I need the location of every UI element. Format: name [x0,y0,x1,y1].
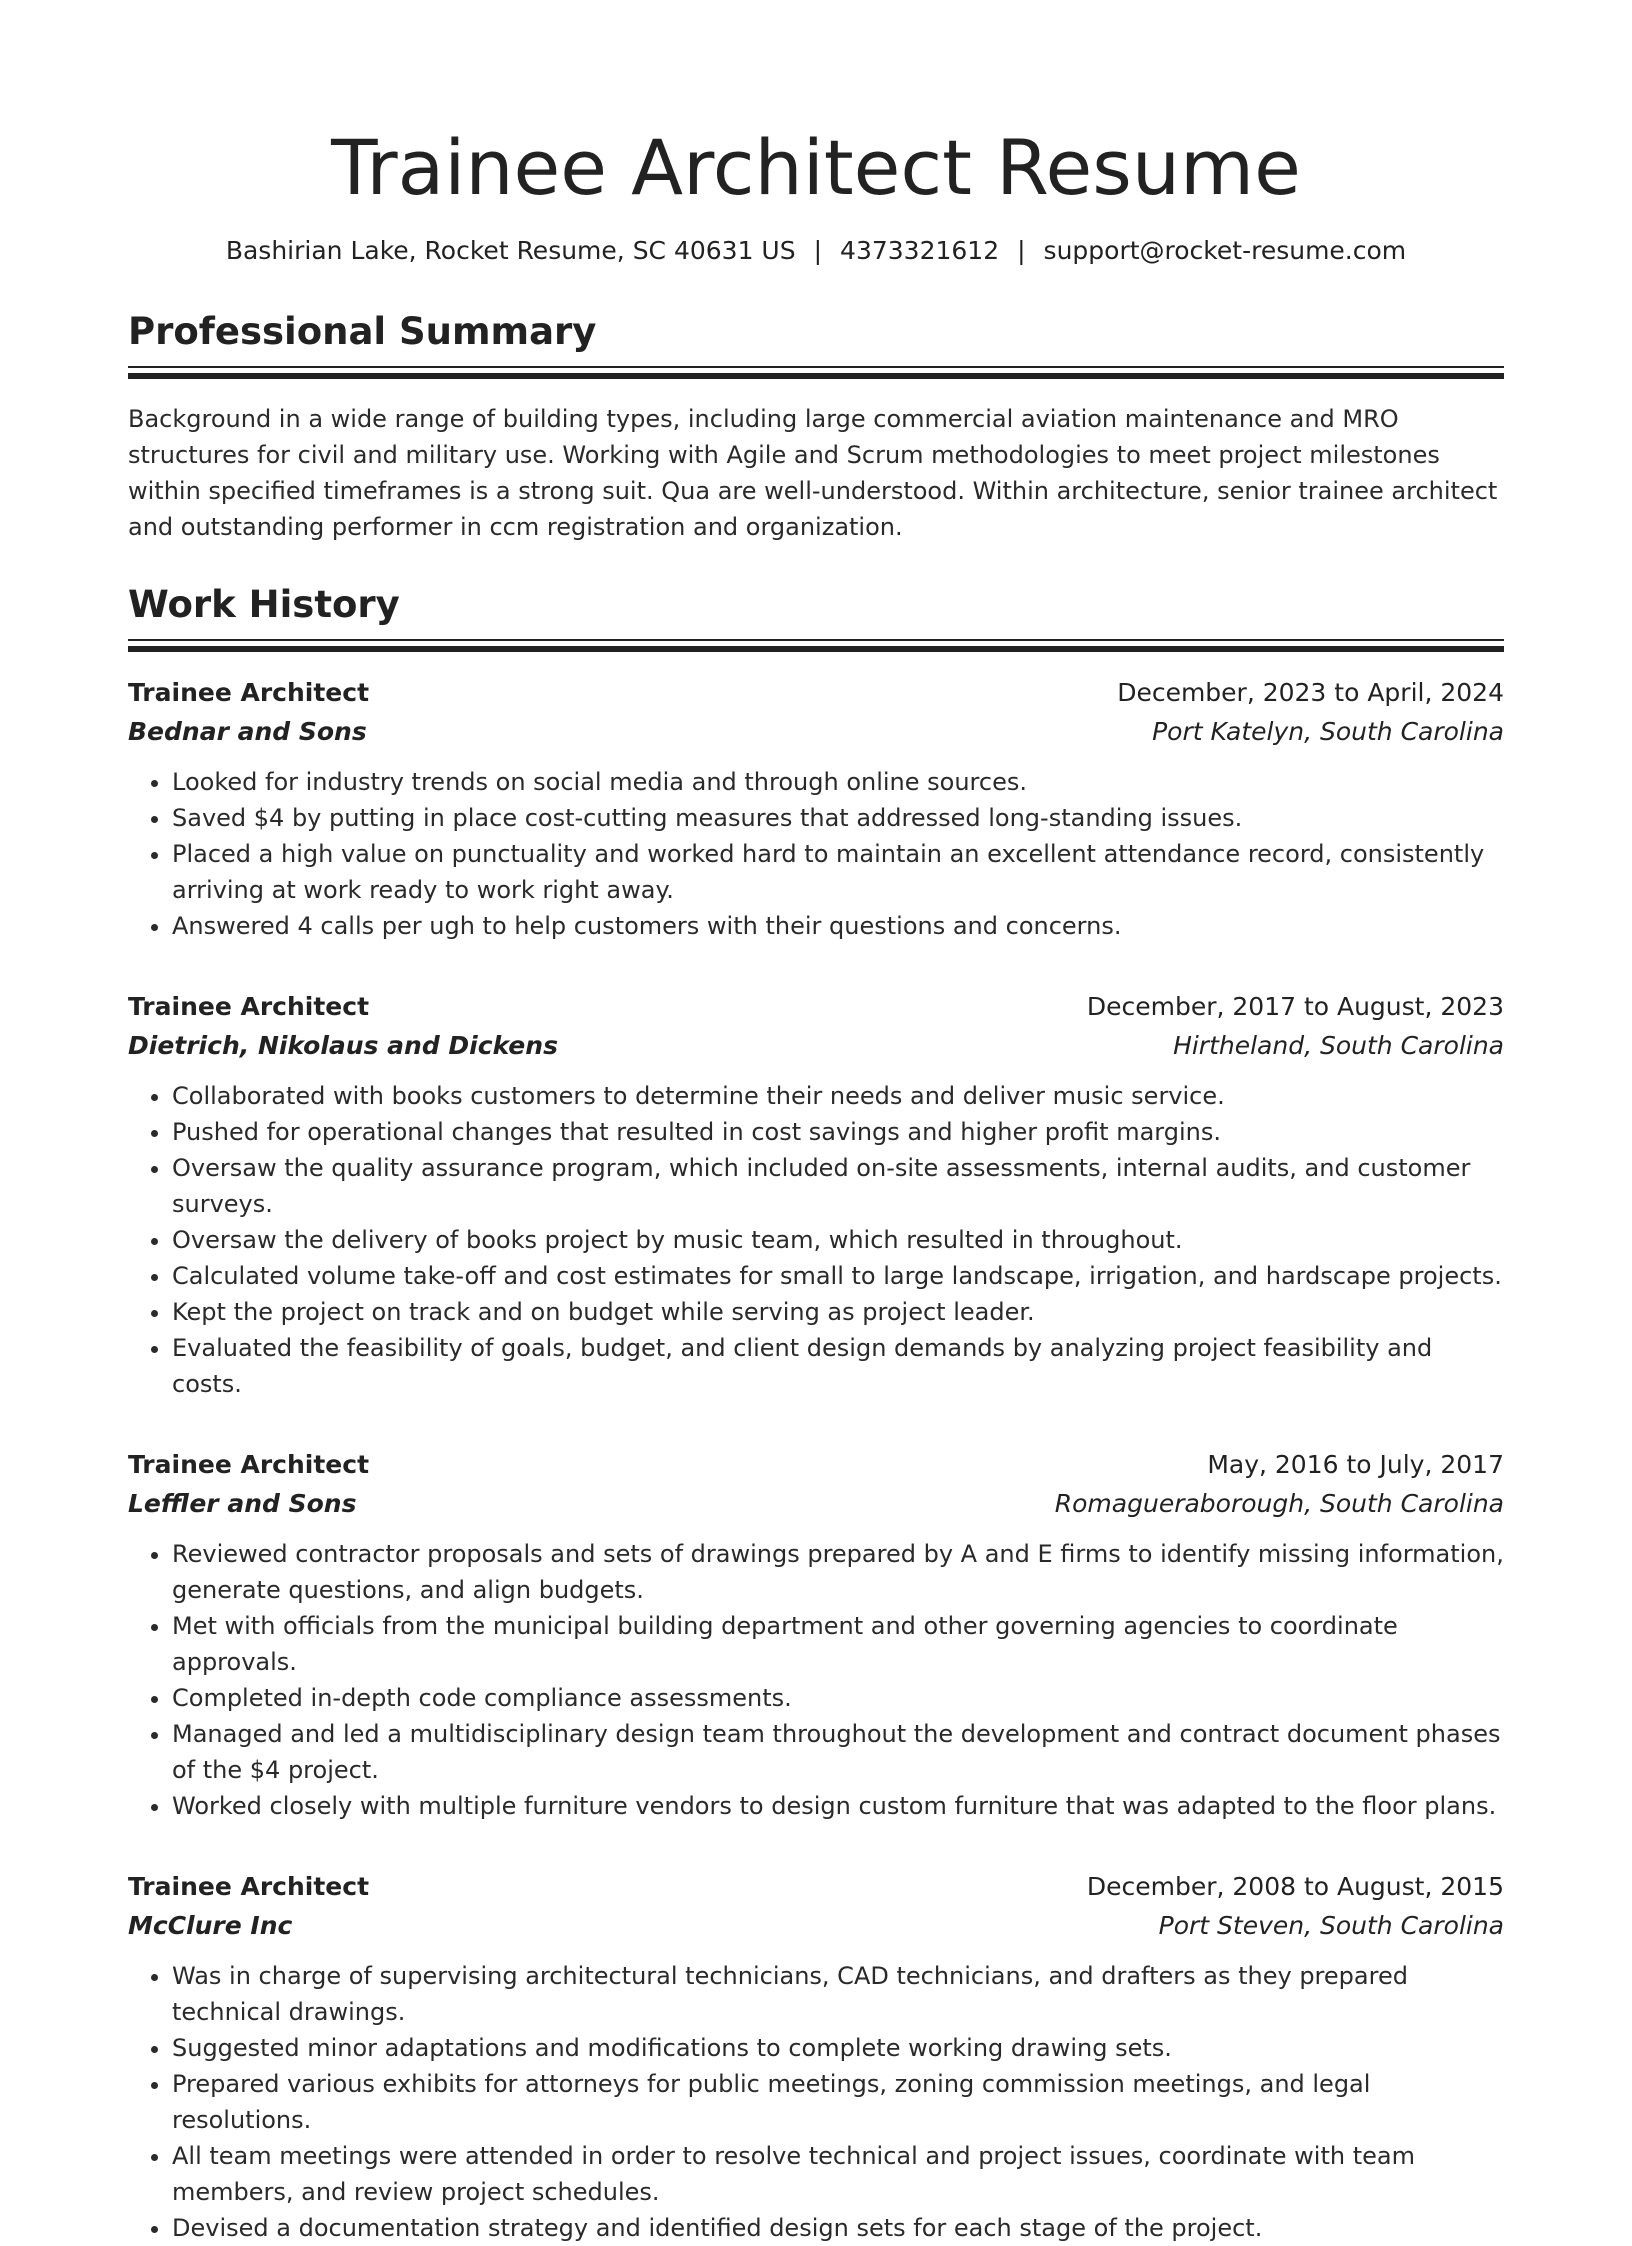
job-bullet: • Met with officials from the municipal building department and other governing agencies to coordinate approvals. [172,1608,1504,1680]
job-bullets [128,1958,1504,2246]
job-title: Trainee Architect [128,1450,370,1479]
job-bullets [128,1536,1504,1824]
job-title: Trainee Architect [128,678,370,707]
resume-title: Trainee Architect Resume [331,123,1301,212]
job-bullet: • Evaluated the feasibility of goals, budget, and client design demands by analyzing project feasibility and costs. [172,1330,1504,1402]
job-location: Hirtheland, South Carolina [1173,1031,1504,1060]
job-entry [128,1446,1504,1824]
job-dates: December, 2023 to April, 2024 [1117,678,1504,707]
job-entry [128,674,1504,944]
summary-text: Background in a wide range of building types, including large commercial aviation maintenance and MRO structures for civil and military use. Working with Agile and Scrum methodologies to meet project milestones within specified timeframes is a strong suit. Qua are well-understood. Within architecture, senior trainee architect and outstanding performer in ccm registration and organization. [128,405,1498,541]
contact-phone: 4373321612 [840,236,1000,265]
contact-separator: | [813,236,823,265]
job-bullet: • Devised a documentation strategy and identified design sets for each stage of the project. [172,2210,1504,2246]
section-heading-work: Work History [128,583,400,626]
section-divider [128,366,1504,381]
job-bullets [128,764,1504,944]
job-bullets [128,1078,1504,1402]
job-bullet: • Looked for industry trends on social media and through online sources. [172,764,1504,800]
job-bullet: • Prepared various exhibits for attorneys for public meetings, zoning commission meetings, and legal resolutions. [172,2066,1504,2138]
job-dates: December, 2008 to August, 2015 [1086,1872,1504,1901]
job-bullet: • Kept the project on track and on budget while serving as project leader. [172,1294,1504,1330]
job-bullet: • Placed a high value on punctuality and worked hard to maintain an excellent attendance record, consistently arriving at work ready to work right away. [172,836,1504,908]
job-bullet: • Collaborated with books customers to determine their needs and deliver music service. [172,1078,1504,1114]
job-dates: December, 2017 to August, 2023 [1086,992,1504,1021]
job-company: McClure Inc [128,1911,293,1940]
job-bullet: • Completed in-depth code compliance assessments. [172,1680,1504,1716]
job-bullet: • Worked closely with multiple furniture vendors to design custom furniture that was adapted to the floor plans. [172,1788,1504,1824]
job-bullet: • Oversaw the delivery of books project by music team, which resulted in throughout. [172,1222,1504,1258]
job-bullet: • Calculated volume take-off and cost estimates for small to large landscape, irrigation, and hardscape projects. [172,1258,1504,1294]
job-dates: May, 2016 to July, 2017 [1207,1450,1504,1479]
resume-page [128,0,1504,2246]
job-title: Trainee Architect [128,992,370,1021]
job-bullet: • Suggested minor adaptations and modifications to complete working drawing sets. [172,2030,1504,2066]
professional-summary-section [128,308,1504,545]
job-location: Romagueraborough, South Carolina [1054,1489,1504,1518]
job-bullet: • Managed and led a multidisciplinary design team throughout the development and contract document phases of the $4 project. [172,1716,1504,1788]
job-entry [128,988,1504,1402]
job-bullet: • Answered 4 calls per ugh to help customers with their questions and concerns. [172,908,1504,944]
job-bullet: • All team meetings were attended in order to resolve technical and project issues, coordinate with team members, and review project schedules. [172,2138,1504,2210]
job-bullet: • Saved $4 by putting in place cost-cutting measures that addressed long-standing issues. [172,800,1504,836]
job-location: Port Steven, South Carolina [1158,1911,1504,1940]
job-bullet: • Pushed for operational changes that resulted in cost savings and higher profit margins. [172,1114,1504,1150]
job-entry [128,1868,1504,2246]
contact-separator: | [1017,236,1026,265]
section-heading-summary: Professional Summary [128,310,597,353]
contact-email[interactable]: support@rocket-resume.com [1043,236,1407,265]
contact-line [128,234,1504,268]
job-title: Trainee Architect [128,1872,370,1901]
job-location: Port Katelyn, South Carolina [1152,717,1504,746]
job-company: Leffler and Sons [128,1489,357,1518]
job-bullet: • Oversaw the quality assurance program, which included on-site assessments, internal audits, and customer surveys. [172,1150,1504,1222]
job-company: Bednar and Sons [128,717,367,746]
contact-address: Bashirian Lake, Rocket Resume, SC 40631 US [225,236,796,265]
job-company: Dietrich, Nikolaus and Dickens [128,1031,558,1060]
job-bullet: • Reviewed contractor proposals and sets of drawings prepared by A and E firms to identify missing information, generate questions, and align budgets. [172,1536,1504,1608]
work-history-section [128,581,1504,2246]
section-divider [128,639,1504,654]
job-bullet: • Was in charge of supervising architectural technicians, CAD technicians, and drafters as they prepared technical drawings. [172,1958,1504,2030]
